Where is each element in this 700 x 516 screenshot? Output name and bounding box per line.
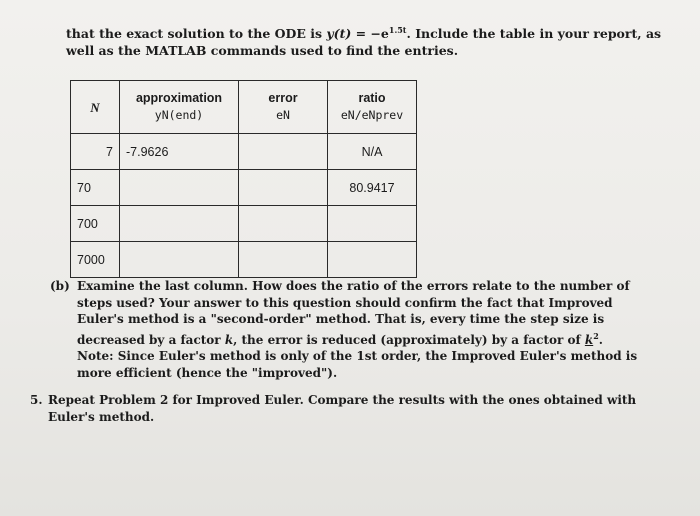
intro-paragraph — [66, 22, 666, 59]
cell-error — [239, 242, 328, 278]
cell-error — [239, 206, 328, 242]
table-row — [71, 170, 417, 206]
intro-y-of-t: y(t) — [326, 26, 352, 42]
cell-error — [239, 170, 328, 206]
cell-ratio — [328, 242, 417, 278]
intro-text-post: . Include the table in your report, as well as the MATLAB commands used to find the entries. — [66, 26, 662, 59]
cell-ratio: 80.9417 — [328, 170, 417, 206]
problem-5-section — [30, 392, 650, 425]
cell-n: 7 — [71, 134, 120, 170]
cell-error — [239, 134, 328, 170]
table-row — [71, 206, 417, 242]
part-b-section — [50, 278, 650, 381]
intro-text-pre: that the exact solution to the ODE is — [66, 26, 327, 42]
cell-approximation — [120, 206, 239, 242]
cell-ratio: N/A — [328, 134, 417, 170]
part-b-note: Note: Since Euler's method is only of the 1st order, the Improved Euler's method is more efficient (hence the "improved"). — [77, 349, 638, 380]
header-error — [239, 81, 328, 134]
cell-n: 7000 — [71, 242, 120, 278]
table-header-row — [71, 81, 417, 134]
cell-approximation — [120, 170, 239, 206]
intro-exponent: 1.5t — [388, 25, 407, 35]
cell-approximation — [120, 242, 239, 278]
cell-ratio — [328, 206, 417, 242]
header-ratio-var: eN/eNprev — [340, 108, 404, 122]
table-row — [71, 242, 417, 278]
header-approximation-var: yN(end) — [154, 108, 204, 122]
header-n: N — [71, 81, 120, 134]
header-ratio-title: ratio — [358, 91, 386, 105]
cell-n: 70 — [71, 170, 120, 206]
part-b-body — [77, 278, 650, 381]
part-b-k2: k — [584, 332, 594, 347]
part-b-exp2: 2 — [593, 330, 599, 341]
part-b-text-3: . — [598, 332, 603, 347]
intro-equals: = −e — [351, 26, 389, 42]
results-table — [70, 80, 417, 278]
header-approximation-title: approximation — [135, 91, 223, 105]
part-b-text-2: , the error is reduced (approximately) by a factor of — [233, 332, 585, 347]
table-row — [71, 134, 417, 170]
header-error-title: error — [268, 91, 298, 105]
cell-approximation: -7.9626 — [120, 134, 239, 170]
problem-5-text: Repeat Problem 2 for Improved Euler. Compare the results with the ones obtained with Euler's method. — [48, 393, 637, 424]
problem-5-label: 5. — [30, 393, 43, 407]
part-b-label: (b) — [50, 279, 70, 293]
part-b-k1: k — [224, 332, 234, 347]
header-ratio — [328, 81, 417, 134]
part-b-text-1: Examine the last column. How does the ratio of the errors relate to the number of steps used? Your answer to this question should confirm the fact that Improved Euler's method is a "second-order" method. That is, every time the step size is decreased by a factor — [77, 279, 630, 347]
header-approximation — [120, 81, 239, 134]
header-error-var: eN — [276, 108, 290, 122]
cell-n: 700 — [71, 206, 120, 242]
